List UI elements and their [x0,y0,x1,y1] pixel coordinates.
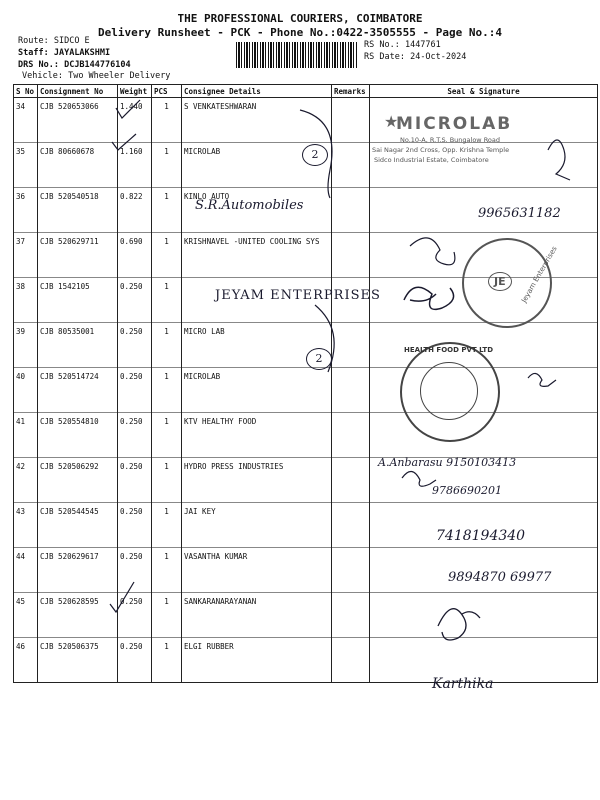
row-weight: 1.440 [118,98,152,143]
ktv-stamp-name: HEALTH FOOD PVT LTD [404,346,494,354]
row-weight: 0.250 [118,548,152,593]
handwritten-consignee-36: S.R.Automobiles [195,198,304,213]
row-pcs: 1 [152,458,182,503]
row-pcs: 1 [152,278,182,323]
drs-value: DCJB144776104 [64,60,131,70]
jeyam-stamp-mark: JE [488,272,512,291]
row-consignee: VASANTHA KUMAR [182,548,332,593]
handwritten-signature: Karthika [432,676,494,692]
row-sno: 45 [14,593,38,638]
handwritten-phone-45: 9894870 69977 [448,570,552,585]
row-sno: 42 [14,458,38,503]
row-weight: 0.250 [118,593,152,638]
row-consignee: JAI KEY [182,503,332,548]
staff-line [18,48,110,59]
row-consignment-no: CJB 80535001 [38,323,118,368]
microlab-stamp-addr1: No.10-A, R.T.S. Bungalow Road [400,136,501,144]
row-weight: 0.250 [118,503,152,548]
table-row [14,413,598,458]
row-sno: 46 [14,638,38,683]
row-consignee: SANKARANARAYANAN [182,593,332,638]
row-consignment-no: CJB 80660678 [38,143,118,188]
vehicle-line [22,71,170,82]
row-weight: 0.250 [118,638,152,683]
row-remarks [332,143,370,188]
vehicle-value: Two Wheeler Delivery [68,71,171,81]
row-consignment-no: CJB 520629711 [38,233,118,278]
table-header-row [14,85,598,98]
star-icon: ★ [384,112,399,131]
col-remarks: Remarks [332,85,370,98]
barcode [236,42,358,68]
microlab-stamp-name: MICROLAB [396,114,513,134]
circle-mark-35: 2 [302,144,328,166]
row-sno: 36 [14,188,38,233]
row-pcs: 1 [152,593,182,638]
rs-no-line [364,40,441,50]
row-consignment-no: CJB 520540518 [38,188,118,233]
col-seal: Seal & Signature [370,85,598,98]
row-consignee: MICRO LAB [182,323,332,368]
row-consignment-no: CJB 520544545 [38,503,118,548]
row-remarks [332,323,370,368]
drs-label: DRS No.: [18,60,59,70]
row-sno: 35 [14,143,38,188]
vehicle-label: Vehicle: [22,71,63,81]
row-sno: 37 [14,233,38,278]
table-row [14,368,598,413]
row-pcs: 1 [152,503,182,548]
row-remarks [332,233,370,278]
row-sno: 40 [14,368,38,413]
row-remarks [332,458,370,503]
row-sno: 44 [14,548,38,593]
row-consignment-no: CJB 520628595 [38,593,118,638]
row-pcs: 1 [152,188,182,233]
company-title: THE PROFESSIONAL COURIERS, COIMBATORE [177,12,423,25]
col-sno: S No [14,85,38,98]
route-line [18,36,90,47]
row-sno: 34 [14,98,38,143]
handwritten-phone-36: 9965631182 [478,206,561,221]
row-weight: 0.250 [118,458,152,503]
row-pcs: 1 [152,233,182,278]
circle-mark-40: 2 [306,348,332,370]
handwritten-consignee-38: JEYAM ENTERPRISES [215,288,381,303]
staff-value: JAYALAKSHMI [53,48,111,58]
row-consignment-no: CJB 520506292 [38,458,118,503]
row-consignment-no: CJB 520506375 [38,638,118,683]
col-consignee: Consignee Details [182,85,332,98]
col-weight: Weight [118,85,152,98]
row-sno: 43 [14,503,38,548]
col-pcs: PCS [152,85,182,98]
row-consignment-no: CJB 520653066 [38,98,118,143]
row-pcs: 1 [152,368,182,413]
row-remarks [332,368,370,413]
route-value: SIDCO E [53,36,90,46]
microlab-stamp-addr3: Sidco Industrial Estate, Coimbatore [374,156,489,164]
runsheet-subtitle: Delivery Runsheet - PCK - Phone No.:0422-3505555 - Page No.:4 [98,26,502,39]
row-consignee: KRISHNAVEL -UNITED COOLING SYS [182,233,332,278]
row-consignee: ELGI RUBBER [182,638,332,683]
rs-date-value: 24-Oct-2024 [410,52,467,62]
ktv-stamp-inner [420,362,478,420]
microlab-stamp-addr2: Sai Nagar 2nd Cross, Opp. Krishna Temple [372,146,510,154]
row-remarks [332,98,370,143]
row-weight: 0.250 [118,413,152,458]
row-weight: 0.250 [118,278,152,323]
row-weight: 0.690 [118,233,152,278]
row-remarks [332,548,370,593]
row-pcs: 1 [152,323,182,368]
rs-no-value: 1447761 [404,40,441,50]
row-sno: 39 [14,323,38,368]
route-label: Route: [18,36,49,46]
drs-line [18,60,131,71]
staff-label: Staff: [18,48,49,58]
row-pcs: 1 [152,98,182,143]
row-remarks [332,188,370,233]
row-consignee: HYDRO PRESS INDUSTRIES [182,458,332,503]
jeyam-stamp-name: Jeyam Enterprises [520,244,559,304]
row-consignee: KINLO AUTO [182,188,332,233]
row-consignee: S VENKATESHWARAN [182,98,332,143]
rs-date-label: RS Date: [364,52,405,62]
table-row [14,593,598,638]
rs-date-line [364,52,466,62]
row-pcs: 1 [152,413,182,458]
row-weight: 0.250 [118,368,152,413]
row-remarks [332,503,370,548]
row-sno: 38 [14,278,38,323]
row-consignee: MICROLAB [182,143,332,188]
table-row [14,638,598,683]
row-consignee: KTV HEALTHY FOOD [182,413,332,458]
handwritten-phone-43b: 9786690201 [432,484,502,497]
row-weight: 0.250 [118,323,152,368]
row-pcs: 1 [152,143,182,188]
handwritten-phone-44: 7418194340 [436,528,526,544]
row-remarks [332,593,370,638]
row-consignment-no: CJB 520554810 [38,413,118,458]
row-weight: 0.822 [118,188,152,233]
row-remarks [332,638,370,683]
row-consignee: MICROLAB [182,368,332,413]
row-weight: 1.160 [118,143,152,188]
rs-no-label: RS No.: [364,40,400,50]
row-consignment-no: CJB 1542105 [38,278,118,323]
row-seal [370,593,598,638]
row-consignment-no: CJB 520629617 [38,548,118,593]
row-pcs: 1 [152,548,182,593]
col-consignment: Consignment No [38,85,118,98]
row-remarks [332,413,370,458]
handwritten-phone-43: A.Anbarasu 9150103413 [378,456,517,469]
row-pcs: 1 [152,638,182,683]
row-consignment-no: CJB 520514724 [38,368,118,413]
row-sno: 41 [14,413,38,458]
runsheet-table [13,84,598,683]
